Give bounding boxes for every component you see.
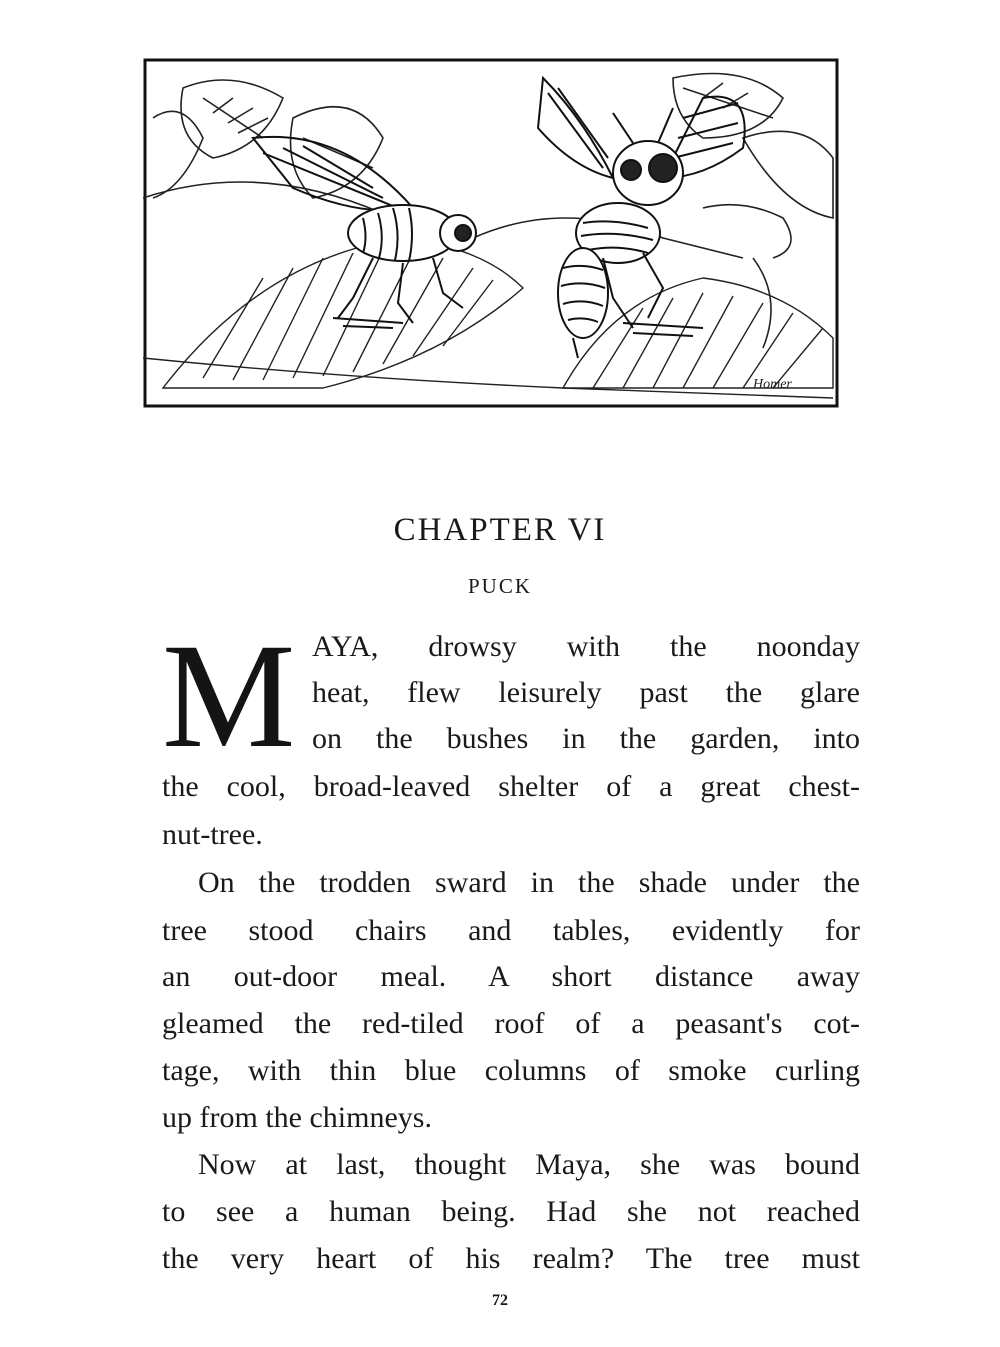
page-number: 72 [492, 1292, 508, 1309]
text-line: the cool, broad-leaved shelter of a great chest- [162, 770, 860, 803]
chapter-subtitle: PUCK [467, 574, 533, 598]
chapter-illustration [143, 58, 839, 408]
text-line: Now at last, thought Maya, she was bound [198, 1148, 860, 1181]
illustration-signature: Homer [753, 377, 792, 392]
text-line: nut-tree. [162, 818, 263, 851]
text-line: to see a human being. Had she not reached [162, 1195, 860, 1228]
text-line: the very heart of his realm? The tree must [162, 1242, 860, 1275]
text-line: heat, flew leisurely past the glare [312, 676, 860, 709]
text-line: an out-door meal. A short distance away [162, 960, 860, 993]
text-line: AYA, drowsy with the noonday [312, 630, 860, 663]
drop-cap: M [162, 613, 296, 779]
text-line: tree stood chairs and tables, evidently for [162, 914, 860, 947]
text-line: gleamed the red-tiled roof of a peasant's cot- [162, 1007, 860, 1040]
text-line: On the trodden sward in the shade under the [198, 866, 860, 899]
text-line: on the bushes in the garden, into [312, 722, 860, 755]
text-line: up from the chimneys. [162, 1101, 432, 1134]
chapter-title: CHAPTER VI [393, 512, 607, 548]
text-line: tage, with thin blue columns of smoke curling [162, 1054, 860, 1087]
